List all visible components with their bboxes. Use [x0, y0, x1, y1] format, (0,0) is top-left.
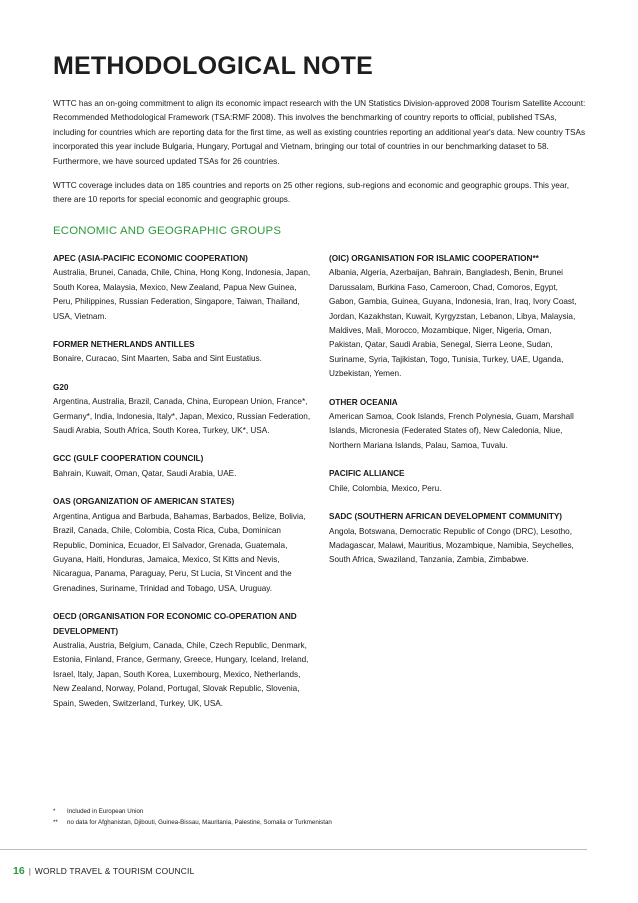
group-gcc: [53, 452, 311, 481]
group-members: Albania, Algeria, Azerbaijan, Bahrain, Bangladesh, Benin, Brunei Darussalam, Burkina Faso, Cameroon, Chad, Comoros, Egypt, Gabon, Gambia, Guinea, Guyana, Indonesia, Iran, Iraq, Ivory Coast, Jordan, Kazakhstan, Kuwait, Kyrgyzstan, Lebanon, Libya, Malaysia, Maldives, Mali, Morocco, Mozambique, Niger, Nigeria, Oman, Pakistan, Qatar, Saudi Arabia, Senegal, Sierra Leone, Sudan, Suriname, Syria, Tajikistan, Togo, Tunisia, Turkey, UAE, Uganda, Uzbekistan, Yemen.: [329, 268, 577, 379]
footer-separator: |: [28, 866, 31, 876]
group-g20: [53, 381, 311, 439]
group-members: Angola, Botswana, Democratic Republic of Congo (DRC), Lesotho, Madagascar, Malawi, Mauritius, Mozambique, Namibia, Seychelles, South Africa, Swaziland, Tanzania, Zambia, Zimbabwe.: [329, 526, 574, 565]
group-name: (OIC) ORGANISATION FOR ISLAMIC COOPERATION**: [329, 254, 539, 263]
group-name: GCC (GULF COOPERATION COUNCIL): [53, 454, 204, 464]
group-members: American Samoa, Cook Islands, French Polynesia, Guam, Marshall Islands, Micronesia (Federated States of), New Caledonia, Niue, Northern Mariana Islands, Palau, Samoa, Tuvalu.: [329, 412, 574, 450]
group-name: OAS (ORGANIZATION OF AMERICAN STATES): [53, 497, 235, 507]
footnote: [53, 806, 593, 817]
left-column: [53, 252, 311, 725]
group-pacific-alliance: [329, 467, 587, 496]
group-members: Australia, Austria, Belgium, Canada, Chile, Czech Republic, Denmark, Estonia, Finland, France, Germany, Greece, Hungary, Iceland, Ireland, Israel, Italy, Japan, South Korea, Luxembourg, Mexico, Netherlands, New Zealand, Norway, Poland, Portugal, Slovak Republic, Slovenia, Spain, Sweden, Switzerland, Turkey, UK, USA.: [53, 640, 309, 708]
group-name: G20: [53, 382, 69, 392]
group-former-netherlands-antilles: [53, 338, 311, 367]
group-name: OECD (ORGANISATION FOR ECONOMIC CO-OPERATION AND DEVELOPMENT): [53, 612, 297, 636]
group-other-oceania: [329, 396, 587, 454]
page-title: METHODOLOGICAL NOTE: [53, 52, 373, 80]
section-heading: ECONOMIC AND GEOGRAPHIC GROUPS: [53, 225, 282, 237]
footnote: [53, 817, 593, 828]
group-oic: [329, 252, 587, 382]
group-members: Australia, Brunei, Canada, Chile, China, Hong Kong, Indonesia, Japan, South Korea, Malaysia, Mexico, New Zealand, Papua New Guinea, Peru, Philippines, Russian Federation, Singapore, Taiwan, Thailand, USA, Vietnam.: [53, 268, 311, 321]
group-sadc: [329, 510, 587, 568]
intro-paragraph: WTTC has an on-going commitment to align its economic impact research with the UN Statistics Division-approved 2008 Tourism Satellite Account: Recommended Methodological Framework (TSA:RMF 2008). This involves the benchmarking of country reports to official, published TSAs, including for countries which are reporting data for the first time, as well as existing countries reporting an additional year's data. New country TSAs incorporated this year include Bulgaria, Hungary, Portugal and Vietnam, bringing our total of countries in our benchmarking dataset to 58. Furthermore, we have sourced updated TSAs for 26 countries.: [53, 99, 586, 166]
footnote-mark: **: [53, 819, 58, 826]
page-footer: [13, 865, 194, 877]
group-oas: [53, 495, 311, 596]
group-members: Chile, Colombia, Mexico, Peru.: [329, 483, 442, 493]
group-name: APEC (ASIA-PACIFIC ECONOMIC COOPERATION): [53, 254, 248, 263]
page-number: 16: [13, 865, 25, 877]
footer-divider: [0, 849, 587, 850]
group-members: Argentina, Australia, Brazil, Canada, China, European Union, France*, Germany*, India, Indonesia, Italy*, Japan, Mexico, Russian Federation, Saudi Arabia, South Africa, South Korea, Turkey, UK*, USA.: [53, 397, 311, 436]
footnotes: [53, 806, 593, 828]
group-name: OTHER OCEANIA: [329, 397, 398, 407]
group-name: PACIFIC ALLIANCE: [329, 469, 405, 479]
footnote-text: Included in European Union: [67, 808, 144, 815]
group-name: SADC (SOUTHERN AFRICAN DEVELOPMENT COMMUNITY): [329, 512, 563, 522]
group-oecd: [53, 610, 311, 711]
intro-text: [53, 97, 587, 218]
footnote-text: no data for Afghanistan, Djibouti, Guinea-Bissau, Mauritania, Palestine, Somalia or Turkmenistan: [67, 819, 332, 826]
group-apec: [53, 252, 311, 324]
right-column: [329, 252, 587, 582]
group-name: FORMER NETHERLANDS ANTILLES: [53, 340, 195, 350]
intro-paragraph: WTTC coverage includes data on 185 countries and reports on 25 other regions, sub-regions and economic and geographic groups. This year, there are 10 reports for special economic and geographic groups.: [53, 181, 569, 205]
group-members: Argentina, Antigua and Barbuda, Bahamas, Barbados, Belize, Bolivia, Brazil, Canada, Chile, Colombia, Costa Rica, Cuba, Dominican Republic, Dominica, Ecuador, El Salvador, Grenada, Guatemala, Guyana, Haiti, Honduras, Jamaica, Mexico, St Kitts and Nevis, Nicaragua, Panama, Paraguay, Peru, St Lucia, St Vincent and the Grenadines, Suriname, Trinidad and Tobago, USA, Uruguay.: [53, 511, 306, 593]
group-members: Bonaire, Curacao, Sint Maarten, Saba and Sint Eustatius.: [53, 354, 262, 364]
group-members: Bahrain, Kuwait, Oman, Qatar, Saudi Arabia, UAE.: [53, 468, 237, 478]
footer-organization: WORLD TRAVEL & TOURISM COUNCIL: [34, 866, 195, 876]
footnote-mark: *: [53, 808, 56, 815]
